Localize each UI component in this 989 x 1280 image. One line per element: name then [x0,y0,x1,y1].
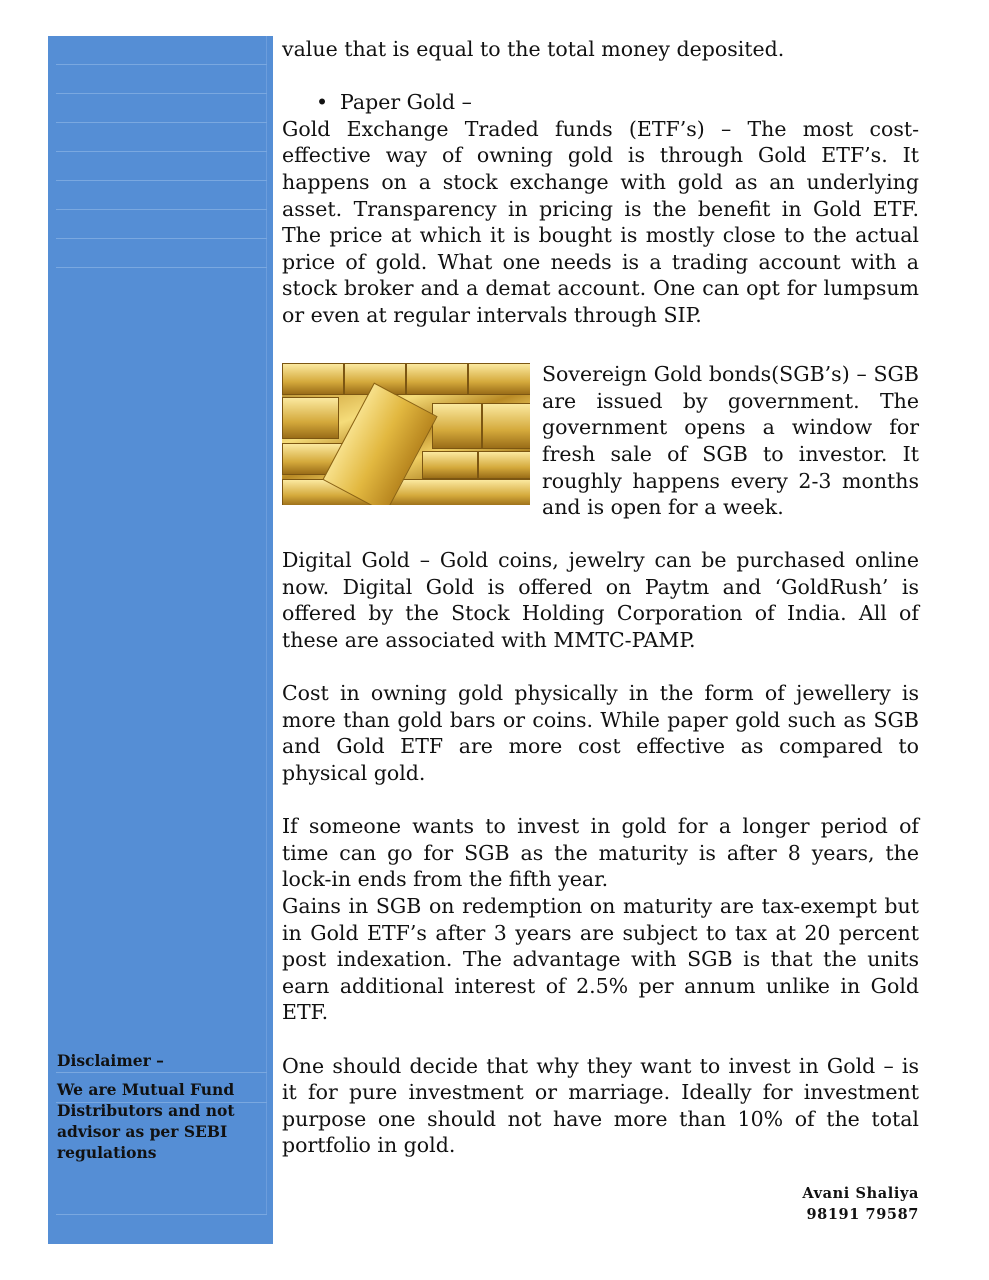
sidebar-rule [56,151,267,152]
sidebar-rule [56,238,267,239]
paper-gold-heading: Paper Gold – [340,90,472,115]
cost-paragraph: Cost in owning gold physically in the form of jewellery is more than gold bars or coins. While paper gold such as SGB and Gold ETF are more cost effective as compared to physical gold. [282,681,919,786]
sidebar-divider [266,36,267,1214]
sidebar-rule [56,122,267,123]
etf-paragraph: Gold Exchange Traded funds (ETF’s) – The most cost-effective way of owning gold is through Gold ETF’s. It happens on a stock exchange with gold as an underlying asset. Transparency in pricing is the benefit in Gold ETF. The price at which it is bought is mostly close to the actual price of gold. What one needs is a trading account with a stock broker and a demat account. One can opt for lumpsum or even at regular intervals through SIP. [282,116,919,327]
disclaimer [57,1050,257,1163]
gold-bars-image [282,363,530,505]
sidebar-rule [56,180,267,181]
author-phone: 98191 79587 [806,1206,919,1223]
disclaimer-title: Disclaimer – [57,1051,164,1070]
sidebar-rule [56,64,267,65]
sidebar-rule [56,1214,267,1215]
decide-paragraph: One should decide that why they want to invest in Gold – is it for pure investment or marriage. Ideally for investment purpose one should not have more than 10% of the total portfolio in gold. [282,1053,919,1158]
longer-period-paragraph: If someone wants to invest in gold for a longer period of time can go for SGB as the maturity is after 8 years, the lock-in ends from the fifth year. [282,814,919,892]
sgb-paragraph: Sovereign Gold bonds(SGB’s) – SGB are issued by government. The government opens a window for fresh sale of SGB to investor. It roughly happens every 2-3 months and is open for a week. [542,362,919,520]
gains-paragraph: Gains in SGB on redemption on maturity are tax-exempt but in Gold ETF’s after 3 years are subject to tax at 20 percent post indexation. The advantage with SGB is that the units earn additional interest of 2.5% per annum unlike in Gold ETF. [282,894,919,1025]
bullet-icon: • [316,90,329,115]
sidebar-rule [56,209,267,210]
sgb-section [282,361,919,521]
signature [802,1183,919,1225]
author-name: Avani Shaliya [802,1185,919,1202]
sidebar-rule [56,267,267,268]
digital-gold-paragraph: Digital Gold – Gold coins, jewelry can be purchased online now. Digital Gold is offered on Paytm and ‘GoldRush’ is offered by the Stock Holding Corporation of India. All of these are associated with MMTC-PAMP. [282,548,919,653]
disclaimer-text: We are Mutual Fund Distributors and not advisor as per SEBI regulations [57,1080,235,1162]
paper-gold-bullet [282,89,919,116]
sidebar-rule [56,93,267,94]
article-body [282,36,919,1159]
intro-text: value that is equal to the total money deposited. [282,37,785,61]
